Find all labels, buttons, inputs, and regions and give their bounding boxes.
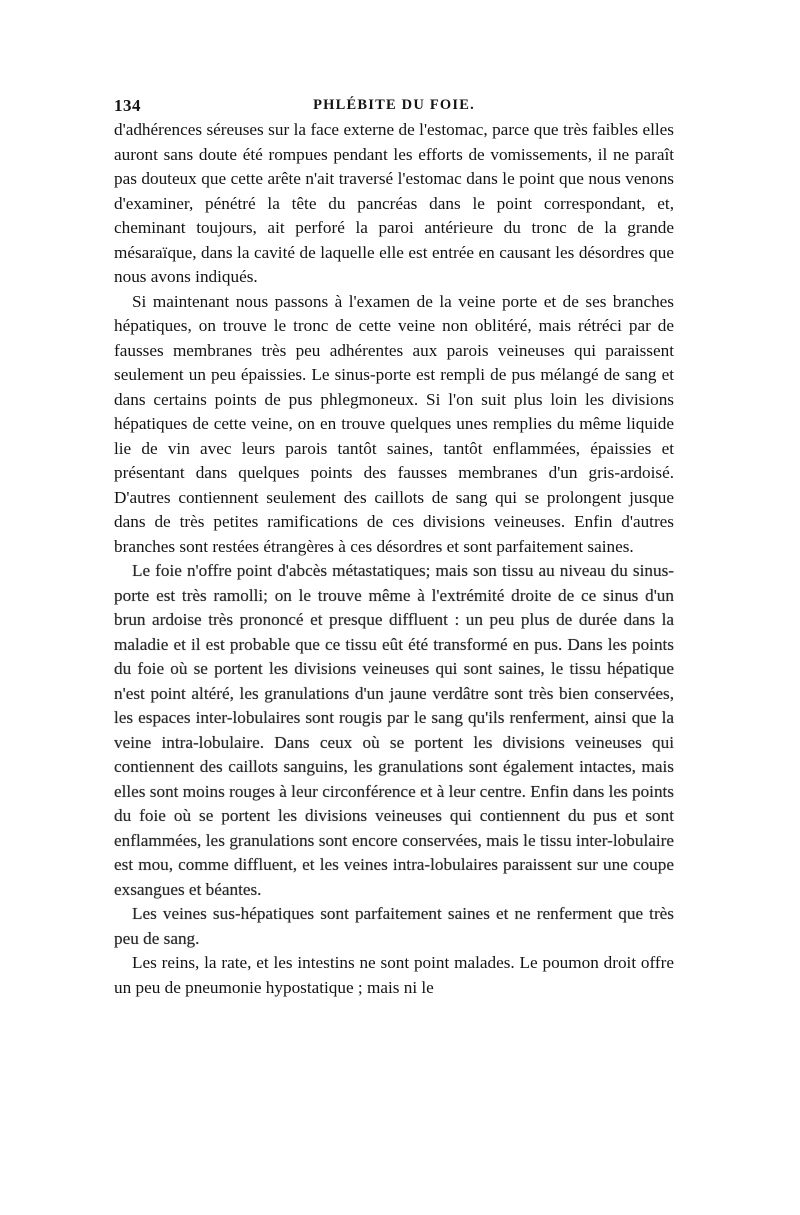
paragraph: Les reins, la rate, et les intestins ne sont point malades. Le poumon droit offre un peu de pneumonie hypostatique ; mais ni le	[114, 953, 674, 997]
body-text	[114, 118, 674, 1000]
paragraph: Le foie n'offre point d'abcès métastatiques; mais son tissu au niveau du sinus-porte est très ramolli; on le trouve même à l'extrémité droite de ce sinus d'un brun ardoise très prononcé et presque diffluent : un peu plus de durée dans la maladie et il est probable que ce tissu eût été transformé en pus. Dans les points du foie où se portent les divisions veineuses qui sont saines, le tissu hépatique n'est point altéré, les granulations d'un jaune verdâtre sont très bien conservées, les espaces inter-lobulaires sont rougis par le sang qu'ils renferment, ainsi que la veine intra-lobulaire. Dans ceux où se portent les divisions veineuses qui contiennent des caillots sanguins, les granulations sont également intactes, mais elles sont moins rouges à leur circonférence et à leur centre. Enfin dans les points du foie où se portent les divisions veineuses qui contiennent du pus et sont enflammées, les granulations sont encore conservées, mais le tissu inter-lobulaire est mou, comme diffluent, et les veines intra-lobulaires paraissent sur une coupe exsangues et béantes.	[114, 561, 674, 899]
running-title: PHLÉBITE DU FOIE.	[313, 97, 475, 113]
book-page	[114, 92, 674, 1072]
paragraph: Si maintenant nous passons à l'examen de la veine porte et de ses branches hépatiques, on trouve le tronc de cette veine non oblitéré, mais rétréci par de fausses membranes très peu adhérentes aux parois veineuses qui paraissent seulement un peu épaissies. Le sinus-porte est rempli de pus mélangé de sang et dans certains points de pus phlegmoneux. Si l'on suit plus loin les divisions hépatiques de cette veine, on en trouve quelques unes remplies du même liquide lie de vin avec leurs parois tantôt saines, tantôt enflammées, épaissies et présentant dans quelques points des fausses membranes d'un gris-ardoisé. D'autres contiennent seulement des caillots de sang qui se prolongent jusque dans de très petites ramifications de ces divisions veineuses. Enfin d'autres branches sont restées étrangères à ces désordres et sont parfaitement saines.	[114, 291, 674, 556]
running-head	[114, 92, 674, 118]
page-number: 134	[114, 96, 141, 115]
paragraph: d'adhérences séreuses sur la face externe de l'estomac, parce que très faibles elles auront sans doute été rompues pendant les efforts de vomissements, il ne paraît pas douteux que cette arête n'ait traversé l'estomac dans le point que nous venons d'examiner, pénétré la tête du pancréas dans le point correspondant, et, cheminant toujours, ait perforé la paroi antérieure du tronc de la grande mésaraïque, dans la cavité de laquelle elle est entrée en causant les désordres que nous avons indiqués.	[114, 120, 674, 286]
paragraph: Les veines sus-hépatiques sont parfaitement saines et ne renferment que très peu de sang.	[114, 904, 674, 948]
